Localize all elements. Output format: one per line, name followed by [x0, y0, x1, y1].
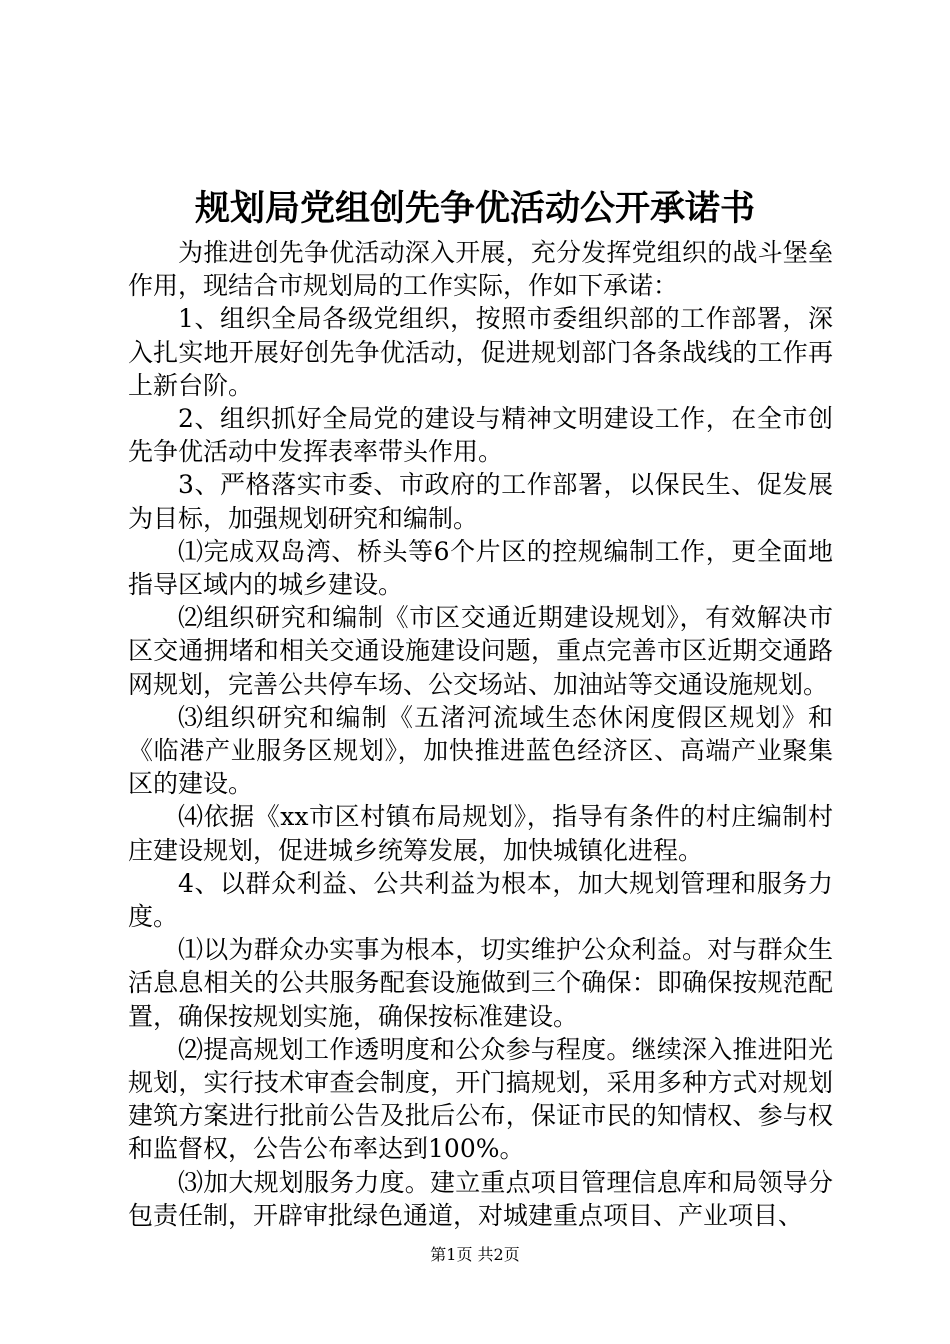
- commitment-3-item-2: ⑵组织研究和编制《市区交通近期建设规划》，有效解决市区交通拥堵和相关交通设施建设问题，重点完善市区近期交通路网规划，完善公共停车场、公交场站、加油站等交通设施规划。: [128, 603, 833, 699]
- commitment-3-paragraph: 3、严格落实市委、市政府的工作部署，以保民生、促发展为目标，加强规划研究和编制。: [128, 470, 833, 533]
- commitment-4-item-3: ⑶加大规划服务力度。建立重点项目管理信息库和局领导分包责任制，开辟审批绿色通道，对城建重点项目、产业项目、: [128, 1167, 833, 1230]
- page-number-footer: 第1页 共2页: [430, 1245, 520, 1264]
- commitment-2-paragraph: 2、组织抓好全局党的建设与精神文明建设工作，在全市创先争优活动中发挥表率带头作用。: [128, 404, 833, 467]
- commitment-4-item-1: ⑴以为群众办实事为根本，切实维护公众利益。对与群众生活息息相关的公共服务配套设施做到三个确保：即确保按规范配置，确保按规划实施，确保按标准建设。: [128, 935, 833, 1031]
- commitment-1-paragraph: 1、组织全局各级党组织，按照市委组织部的工作部署，深入扎实地开展好创先争优活动，促进规划部门各条战线的工作再上新台阶。: [128, 304, 833, 400]
- commitment-3-item-1: ⑴完成双岛湾、桥头等6个片区的控规编制工作，更全面地指导区域内的城乡建设。: [128, 536, 833, 600]
- intro-paragraph: 为推进创先争优活动深入开展，充分发挥党组织的战斗堡垒作用，现结合市规划局的工作实际，作如下承诺：: [128, 238, 833, 301]
- commitment-3-item-3: ⑶组织研究和编制《五渚河流域生态休闲度假区规划》和《临港产业服务区规划》，加快推进蓝色经济区、高端产业聚集区的建设。: [128, 702, 833, 799]
- document-title: 规划局党组创先争优活动公开承诺书: [194, 188, 755, 229]
- commitment-4-item-2: ⑵提高规划工作透明度和公众参与程度。继续深入推进阳光规划，实行技术审查会制度，开门搞规划，采用多种方式对规划建筑方案进行批前公告及批后公布，保证市民的知情权、参与权和监督权，公告公布率达到100%。: [128, 1034, 833, 1164]
- document-body: [128, 236, 833, 1232]
- commitment-4-paragraph: 4、以群众利益、公共利益为根本，加大规划管理和服务力度。: [128, 868, 833, 932]
- commitment-3-item-4: ⑷依据《xx市区村镇布局规划》，指导有条件的村庄编制村庄建设规划，促进城乡统筹发展，加快城镇化进程。: [128, 802, 833, 865]
